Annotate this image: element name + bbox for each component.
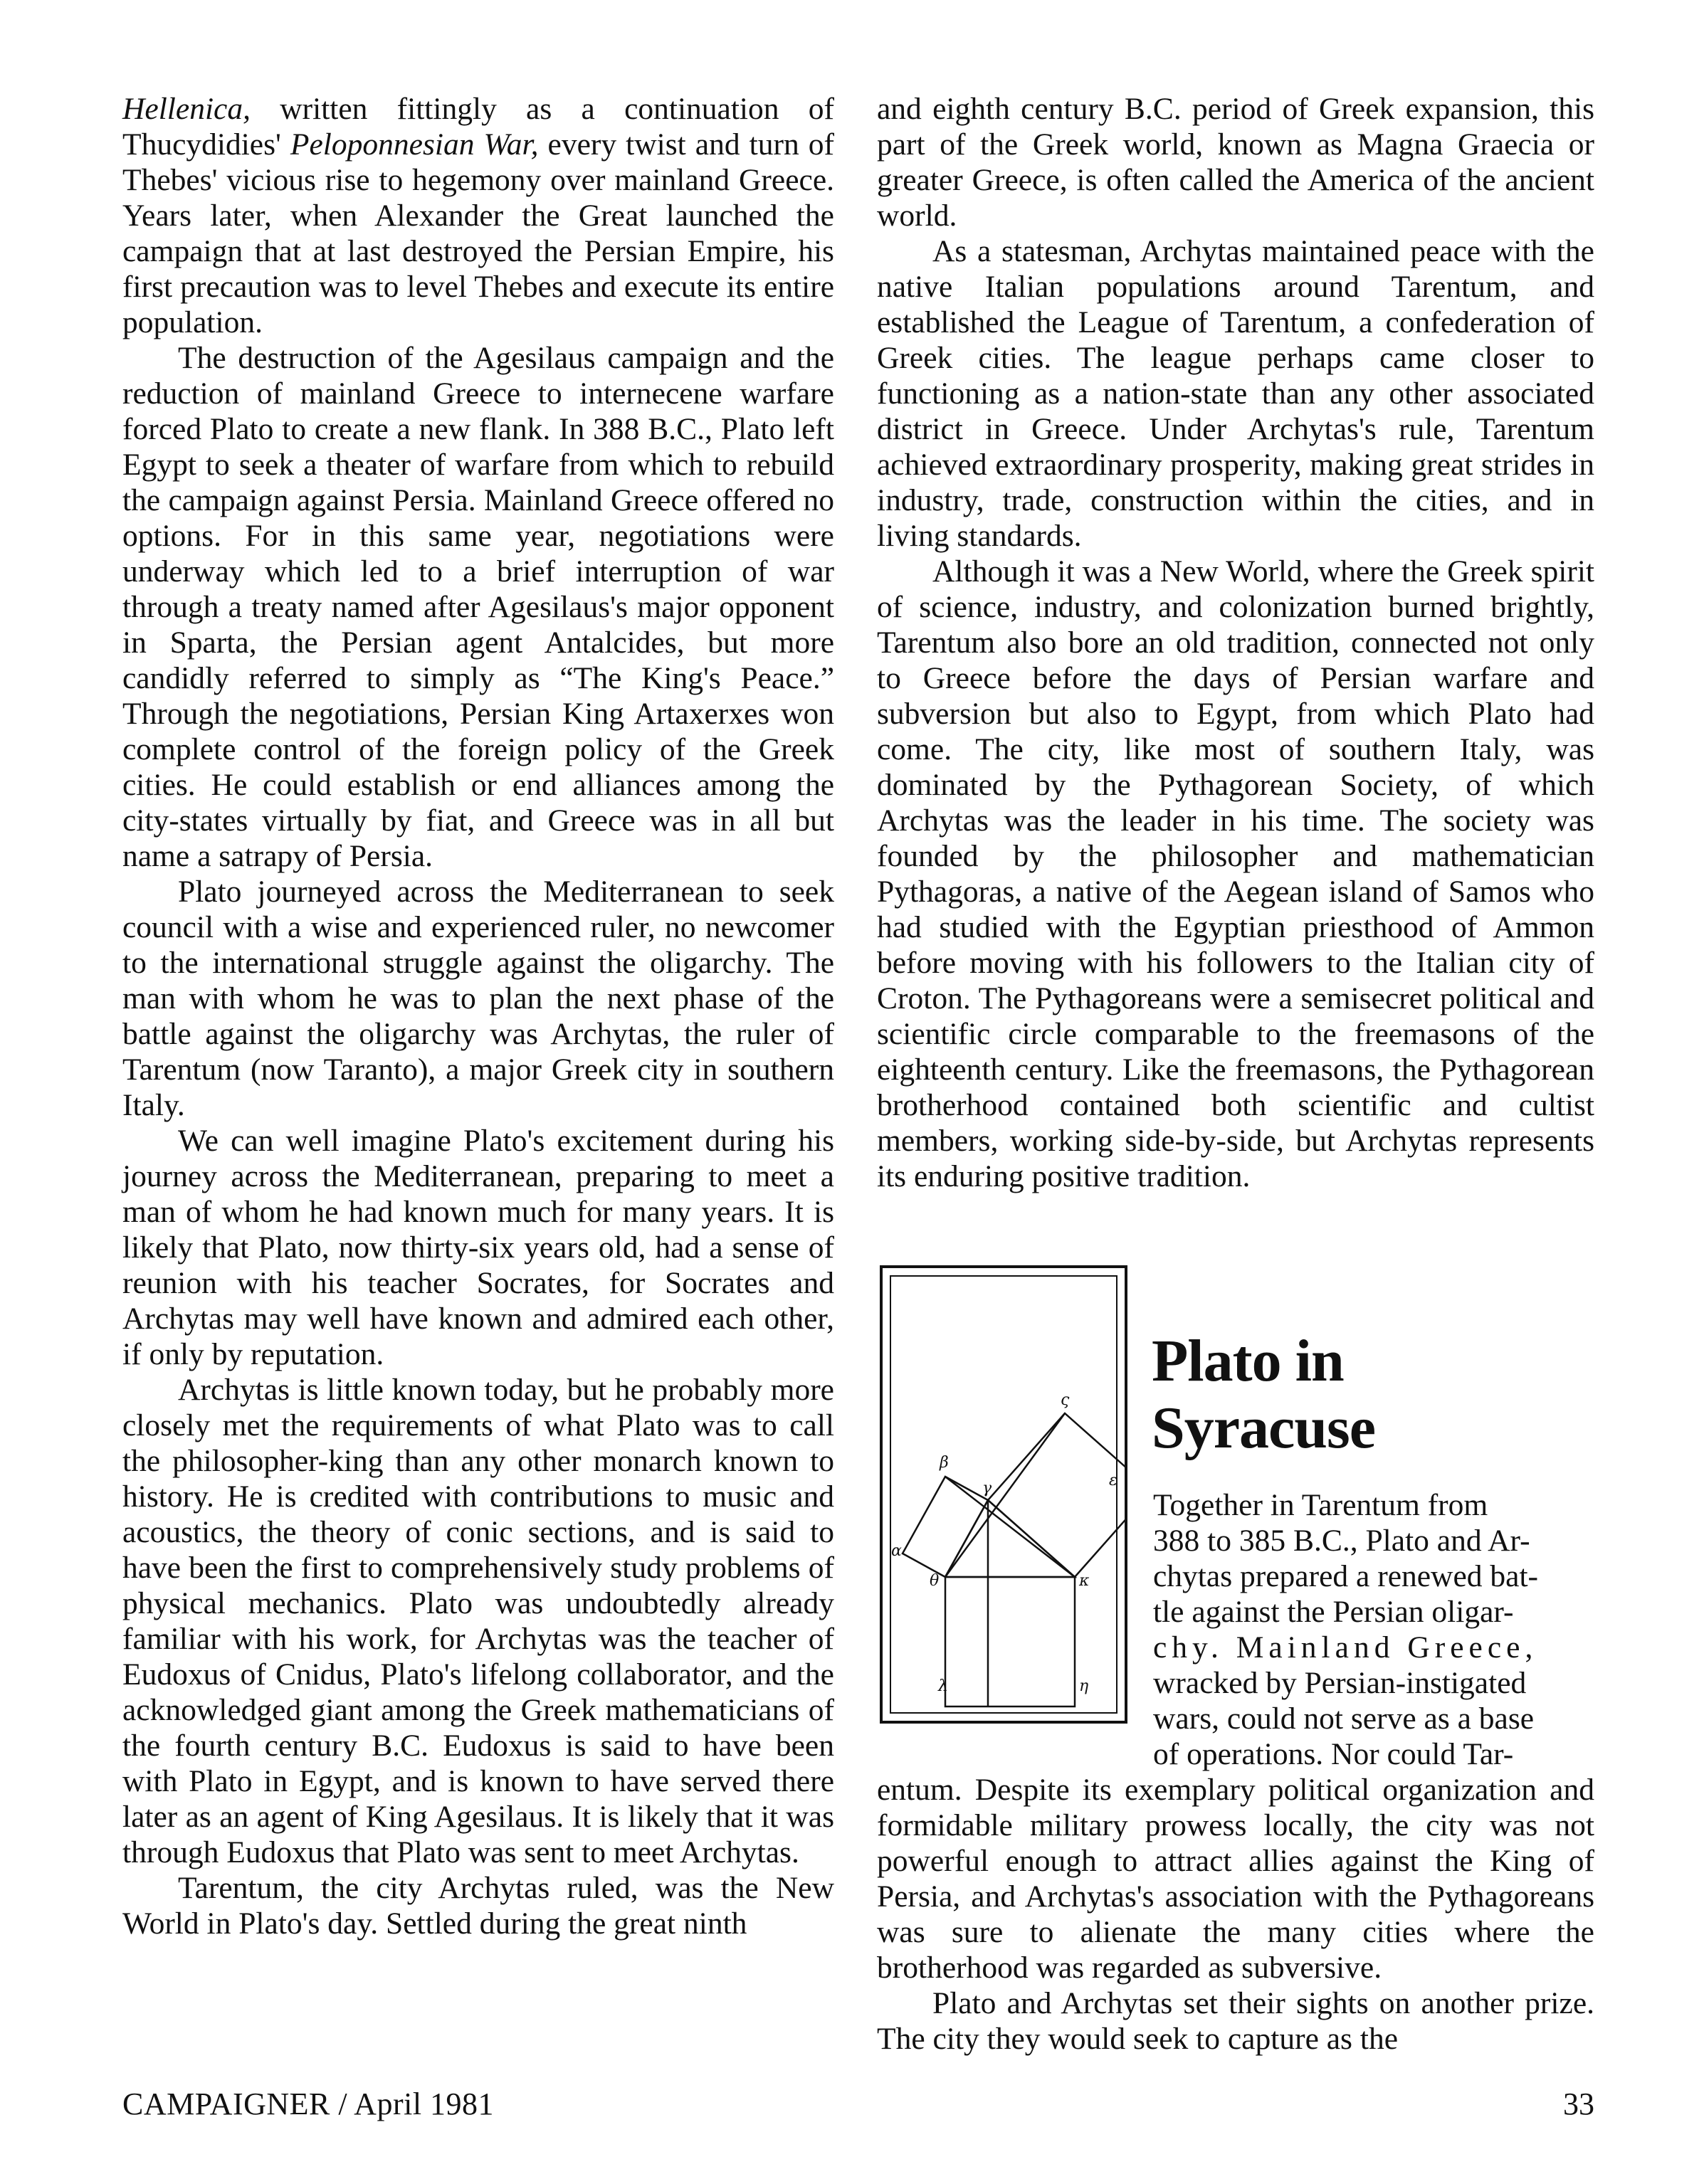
section-body bbox=[877, 1772, 1594, 2057]
text-line: tle against the Persian oligar- bbox=[1153, 1595, 1514, 1629]
figure-wrap-text bbox=[1153, 1487, 1593, 1772]
label-epsilon: ε bbox=[1109, 1472, 1117, 1489]
section-heading bbox=[1152, 1328, 1593, 1462]
paragraph: We can well imagine Plato's excitement during his journey across the Mediterranean, preparing to meet a man of whom he had known much for many years. It is likely that Plato, now thirty-six years old, had a sense of reunion with his teacher Socrates, for Socrates and Archytas may well have known and admired each other, if only by reputation. bbox=[122, 1124, 834, 1371]
square-on-short-leg bbox=[903, 1477, 988, 1577]
text-line: of operations. Nor could Tar- bbox=[1153, 1737, 1514, 1771]
paragraph: The destruction of the Agesilaus campaign and the reduction of mainland Greece to internecene warfare forced Plato to create a new flank. In 388 B.C., Plato left Egypt to seek a theater of warfare from which to rebuild the campaign against Persia. Mainland Greece offered no options. For in this same year, negotiations were underway which led to a brief interruption of war through a treaty named after Agesilaus's major opponent in Sparta, the Persian agent Antalcides, but more candidly referred to simply as “The King's Peace.” Through the negotiations, Persian King Artaxerxes won complete control of the foreign policy of the Greek cities. He could establish or end alliances among the city-states virtually by fiat, and Greece was in all but name a satrapy of Persia. bbox=[122, 341, 834, 873]
label-beta: β bbox=[940, 1454, 949, 1472]
text-line: wars, could not serve as a base bbox=[1153, 1702, 1535, 1736]
right-column bbox=[877, 91, 1594, 1194]
italic-title: Hellenica, bbox=[122, 92, 251, 126]
text-run: every twist and turn of Thebes' vicious rise to hegemony over mainland Greece. Years later, when Alexander the Great launched the campaign that at last destroyed the Persian Empire, his first precaution was to level Thebes and execute its entire population. bbox=[122, 127, 835, 339]
publication-footer: CAMPAIGNER / April 1981 bbox=[122, 2087, 495, 2121]
paragraph: and eighth century B.C. period of Greek expansion, this part of the Greek world, known as Magna Graecia or greater Greece, is often called the America of the ancient world. bbox=[877, 92, 1594, 233]
right-triangle bbox=[945, 1500, 1075, 1577]
paragraph bbox=[122, 91, 834, 340]
text-line: wracked by Persian-instigated bbox=[1153, 1666, 1527, 1700]
page-number: 33 bbox=[1563, 2087, 1594, 2121]
text-run: written fittingly as a continuation of Thucydidies' bbox=[122, 92, 834, 162]
paragraph: As a statesman, Archytas maintained peace with the native Italian populations around Tarentum, and established the League of Tarentum, a confederation of Greek cities. The league perhaps came closer to functioning as a nation-state than any other associated district in Greece. Under Archytas's rule, Tarentum achieved extraordinary prosperity, making great strides in industry, trade, construction within the cities, and in living standards. bbox=[877, 234, 1594, 553]
label-sigma: ς bbox=[1061, 1391, 1070, 1409]
text-line: Together in Tarentum from bbox=[1153, 1488, 1488, 1522]
construction-line bbox=[945, 1477, 1075, 1577]
italic-title: Peloponnesian War, bbox=[290, 127, 539, 162]
label-alpha: α bbox=[891, 1542, 902, 1560]
label-gamma: γ bbox=[982, 1479, 992, 1497]
paragraph: Although it was a New World, where the Greek spirit of science, industry, and colonization burned brightly, Tarentum also bore an old tradition, connected not only to Greece before the days of Persian warfare and subversion but also to Egypt, from which Plato had come. The city, like most of southern Italy, was dominated by the Pythagorean Society, of which Archytas was the leader in his time. The society was founded by the philosopher and mathematician Pythagoras, a native of the Aegean island of Samos who had studied with the Egyptian priesthood of Ammon before moving with his followers to the Italian city of Croton. The Pythagoreans were a semisecret political and scientific circle comparable to the freemasons of the eighteenth century. Like the freemasons, the Pythagorean brotherhood contained both scientific and cultist members, working side-by-side, but Archytas represents its enduring positive tradition. bbox=[877, 554, 1594, 1193]
square-on-hypotenuse bbox=[945, 1577, 1075, 1706]
paragraph: Archytas is little known today, but he probably more closely met the requirements of what Plato was to call the philosopher-king than any other monarch known to history. He is credited with contributions to music and acoustics, the theory of conic sections, and is said to have been the first to comprehensively study problems of physical mechanics. Plato was undoubtedly already familiar with his work, for Archytas was the teacher of Eudoxus of Cnidus, Plato's lifelong collaborator, and the acknowledged giant among the Greek mathematicians of the fourth century B.C. Eudoxus is said to have been with Plato in Egypt, and is known to have served there later as an agent of King Agesilaus. It is likely that it was through Eudoxus that Plato was sent to meet Archytas. bbox=[122, 1373, 834, 1869]
text-line: 388 to 385 B.C., Plato and Ar- bbox=[1153, 1524, 1530, 1558]
pythagorean-theorem-diagram bbox=[883, 1268, 1125, 1721]
paragraph: Tarentum, the city Archytas ruled, was the New World in Plato's day. Settled during the great ninth bbox=[122, 1871, 834, 1941]
label-kappa: κ bbox=[1079, 1572, 1090, 1590]
pythagorean-diagram-figure bbox=[880, 1265, 1127, 1724]
label-theta: θ bbox=[930, 1572, 940, 1590]
paragraph: Plato journeyed across the Mediterranean to seek council with a wise and experienced ruler, no newcomer to the international struggle against the oligarchy. The man with whom he was to plan the next phase of the battle against the oligarchy was Archytas, the ruler of Tarentum (now Taranto), a major Greek city in southern Italy. bbox=[122, 875, 834, 1122]
heading-line: Plato in bbox=[1152, 1328, 1344, 1394]
left-column bbox=[122, 91, 834, 1998]
square-on-long-leg bbox=[988, 1413, 1125, 1577]
label-lambda: λ bbox=[938, 1677, 948, 1695]
paragraph: Plato and Archytas set their sights on another prize. The city they would seek to capture as the bbox=[877, 1986, 1594, 2056]
heading-line: Syracuse bbox=[1152, 1395, 1375, 1461]
text-line: chy. Mainland Greece, bbox=[1153, 1630, 1538, 1665]
text-line: chytas prepared a renewed bat- bbox=[1153, 1559, 1539, 1593]
label-eta: η bbox=[1079, 1677, 1089, 1695]
paragraph: entum. Despite its exemplary political organization and formidable military prowess locally, the city was not powerful enough to attract allies against the King of Persia, and Archytas's association with the Pythagoreans was sure to alienate the many cities where the brotherhood was regarded as subversive. bbox=[877, 1773, 1594, 1985]
